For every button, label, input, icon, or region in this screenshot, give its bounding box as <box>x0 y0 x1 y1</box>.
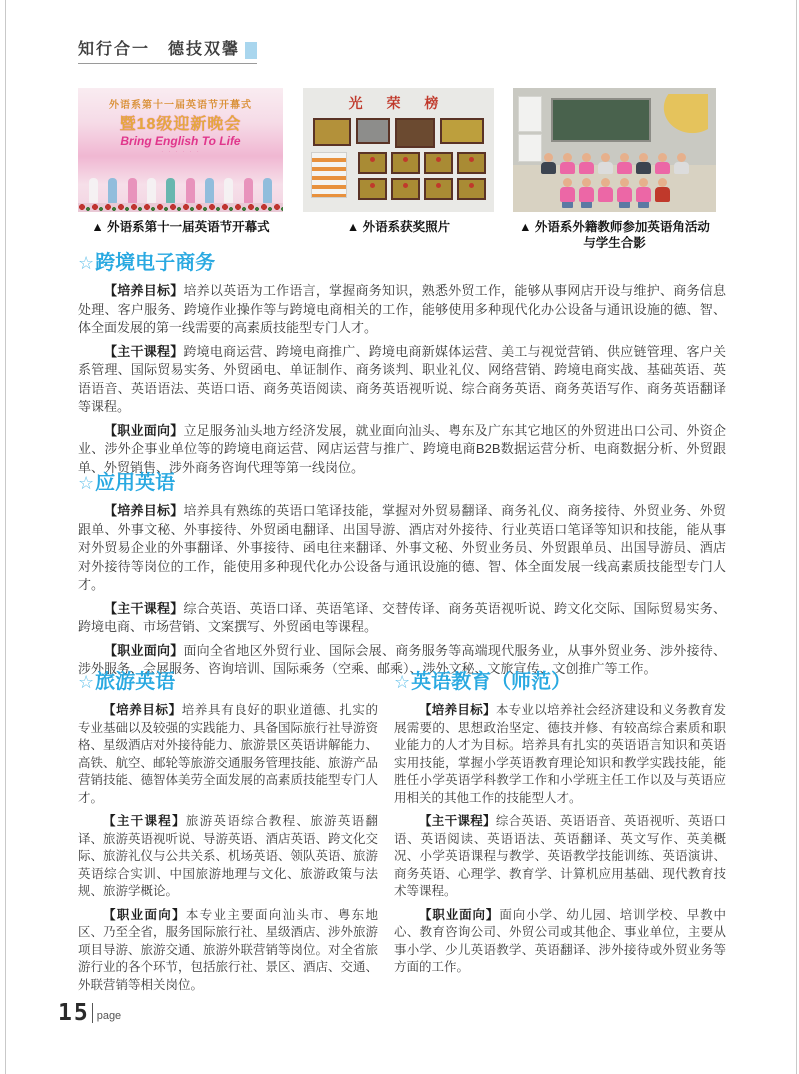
awards-wall-title: 光 荣 榜 <box>348 95 449 111</box>
festival-banner-line1: 外语系第十一届英语节开幕式 <box>109 100 252 111</box>
caption-line2: 与学生合影 <box>583 236 646 250</box>
photo-block-english-corner <box>513 88 716 251</box>
section-title-text: 旅游英语 <box>95 671 176 693</box>
group-photo-people <box>513 153 716 208</box>
paragraph-text: 面向全省地区外贸行业、国际会展、商务服务等高端现代服务业，从事外贸业务、涉外接待、涉外服务、会展服务、咨询培训、国际乘务（空乘、邮乘）、涉外文秘、文旅宣传、文创推广等工作。 <box>78 642 726 676</box>
paragraph-courses <box>78 600 726 637</box>
section-title <box>78 670 378 694</box>
page-number-label: page <box>96 1010 122 1022</box>
section-title <box>394 670 726 694</box>
paragraph-label: 【职业面向】 <box>103 907 186 922</box>
photo-awards-wall <box>303 88 494 212</box>
photo-caption-festival: ▲ 外语系第十一届英语节开幕式 <box>91 220 270 234</box>
paragraph-text: 综合英语、英语语音、英语视听、英语口语、英语阅读、英语语法、英语翻译、英文写作、英美概况、小学英语课程与教学、英语教学技能训练、英语演讲、商务英语、心理学、教育学、计算机应用基础、现代教育技术等课程。 <box>394 814 726 898</box>
paragraph-label: 【培养目标】 <box>103 703 182 717</box>
photo-caption-english-corner <box>513 219 716 251</box>
paragraph-label: 【职业面向】 <box>104 422 184 438</box>
two-column-area <box>78 670 726 1000</box>
section-tourism-english <box>78 670 378 1000</box>
page-right-edge-line <box>796 0 797 1074</box>
section-cross-border-ecommerce <box>78 251 726 482</box>
paragraph-text: 培养具有良好的职业道德、扎实的专业基础以及较强的实践能力、具备国际旅行社导游资格、星级酒店对外接待能力、旅游景区英语讲解能力、高铁、航空、邮轮等旅游交通服务管理技能、旅游产品营销技能、德智体美劳全面发展的高素质技能型专门人才。 <box>78 703 379 805</box>
photo-english-corner <box>513 88 716 212</box>
page-header <box>78 36 257 64</box>
paragraph-label: 【主干课程】 <box>419 814 496 828</box>
star-icon: ☆ <box>78 253 95 273</box>
page-left-edge-line <box>5 0 6 1074</box>
photo-row <box>78 88 726 251</box>
paragraph-courses <box>394 813 726 901</box>
photo-block-awards <box>303 88 494 251</box>
paragraph-text: 本专业主要面向汕头市、粤东地区、乃至全省，服务国际旅行社、星级酒店、涉外旅游项目导游、旅游交通、旅游外联营销等岗位。对全省旅游行业的各个环节，包括旅行社、景区、酒店、交通、外联营销等相关岗位。 <box>78 907 379 992</box>
paragraph-text: 旅游英语综合教程、旅游英语翻译、旅游英语视听说、导游英语、酒店英语、跨文化交际、旅游礼仪与公共关系、机场英语、领队英语、旅游英语综合实训、中国旅游地理与文化、旅游政策与法规、旅游学概论。 <box>78 814 379 898</box>
paragraph-label: 【主干课程】 <box>104 600 184 616</box>
photo-caption-awards: ▲ 外语系获奖照片 <box>346 220 451 234</box>
section-english-education <box>394 670 726 1000</box>
paragraph-objectives <box>78 502 726 595</box>
paragraph-text: 立足服务汕头地方经济发展，就业面向汕头、粤东及广东其它地区的外贸进出口公司、外资企业、涉外企事业单位等的跨境电商运营、网店运营与推广、跨境电商B2B数据运营分析、电商数据分析、外贸跟单、外贸销售、涉外商务咨询代理等第一线岗位。 <box>78 422 726 475</box>
page-number: 15 <box>58 1000 90 1026</box>
page-footer <box>58 1002 121 1024</box>
section-title <box>78 251 726 275</box>
certificate-graphic <box>311 152 347 198</box>
paragraph-label: 【培养目标】 <box>419 703 496 717</box>
section-title <box>78 471 726 495</box>
dancers-graphic <box>78 166 283 204</box>
photo-english-festival <box>78 88 283 212</box>
paragraph-label: 【主干课程】 <box>103 814 186 828</box>
festival-banner-smallprint: ・ ・ ・ ・ ・ ・ <box>160 149 201 154</box>
paragraph-label: 【培养目标】 <box>104 283 184 298</box>
star-icon: ☆ <box>78 672 95 692</box>
photo-block-festival <box>78 88 283 251</box>
festival-banner-line3: Bring English To Life <box>120 134 241 148</box>
caption-line1: ▲ 外语系外籍教师参加英语角活动 <box>519 220 710 234</box>
star-icon: ☆ <box>78 473 95 493</box>
paragraph-objectives <box>78 282 726 338</box>
paragraph-text: 综合英语、英语口译、英语笔译、交替传译、商务英语视听说、跨文化交际、国际贸易实务、跨境电商、市场营销、文案撰写、外贸函电等课程。 <box>78 600 726 634</box>
section-title-text: 应用英语 <box>95 472 176 494</box>
star-icon: ☆ <box>394 672 411 692</box>
section-title-text: 跨境电子商务 <box>95 252 216 274</box>
paragraph-careers <box>78 907 378 995</box>
paragraph-label: 【职业面向】 <box>104 642 184 658</box>
plaque-row <box>303 118 494 148</box>
paragraph-text: 面向小学、幼儿园、培训学校、早教中心、教育咨询公司、外贸公司或其他企、事业单位，主要从事小学、少儿英语教学、英语翻译、涉外接待或外贸业务等方面的工作。 <box>394 907 726 974</box>
paragraph-text: 培养具有熟练的英语口笔译技能，掌握对外贸易翻译、商务礼仪、商务接待、外贸业务、外贸跟单、外事文秘、外事接待、外贸函电翻译、出国导游、酒店对外接待、行业英语口笔译等知识和技能，能从事对外贸易企业的外事翻译、外事接待、函电往来翻译、外事文秘、外贸业务员、外贸跟单员、出国导游员、酒店对外接待等岗位的工作，能使用多种现代化办公设备与通讯设施的德、智、体全面发展一线高素质技能型专门人才。 <box>78 503 726 592</box>
chalkboard-graphic <box>551 98 651 142</box>
plaque-grid <box>303 152 494 200</box>
page-number-separator <box>92 1003 93 1023</box>
paragraph-careers <box>394 907 726 977</box>
paragraph-text: 本专业以培养社会经济建设和义务教育发展需要的、思想政治坚定、德技并修、有较高综合素质和职业能力的人才为目标。培养具有扎实的英语语言知识和英语实用技能，掌握小学英语教育理论知识和教学实践技能，能胜任小学英语学科教学工作和小学班主任工作以及与英语应用相关的其他工作的技能型人才。 <box>394 703 726 805</box>
paragraph-label: 【培养目标】 <box>104 503 184 518</box>
paragraph-text: 跨境电商运营、跨境电商推广、跨境电商新媒体运营、美工与视觉营销、供应链管理、客户关系管理、国际贸易实务、外贸函电、单证制作、商务谈判、职业礼仪、网络营销、跨境电商实战、基础英语、英语语音、英语语法、英语口语、商务英语阅读、商务英语视听说、综合商务英语、商务英语写作、商务英语翻译等课程。 <box>78 343 726 414</box>
paragraph-label: 【职业面向】 <box>419 907 500 922</box>
paragraph-courses <box>78 343 726 417</box>
page-motto: 知行合一 德技双馨 <box>78 41 241 58</box>
paragraph-objectives <box>394 702 726 807</box>
festival-banner-line2: 暨18级迎新晚会 <box>119 116 242 133</box>
section-applied-english <box>78 471 726 684</box>
paragraph-label: 【主干课程】 <box>104 343 184 359</box>
paragraph-courses <box>78 813 378 901</box>
paragraph-objectives <box>78 702 378 807</box>
paragraph-careers <box>78 422 726 478</box>
paragraph-text: 培养以英语为工作语言，掌握商务知识，熟悉外贸工作，能够从事网店开设与维护、商务信息处理、客户服务、跨境作业操作等与跨境电商相关的工作，能够使用多种现代化办公设备与通讯设施的德、智、体全面发展的第一线需要的高素质技能型专门人才。 <box>78 283 726 335</box>
blue-square-icon <box>245 42 257 59</box>
section-title-text: 英语教育（师范） <box>411 671 572 693</box>
flowers-graphic <box>78 203 283 212</box>
